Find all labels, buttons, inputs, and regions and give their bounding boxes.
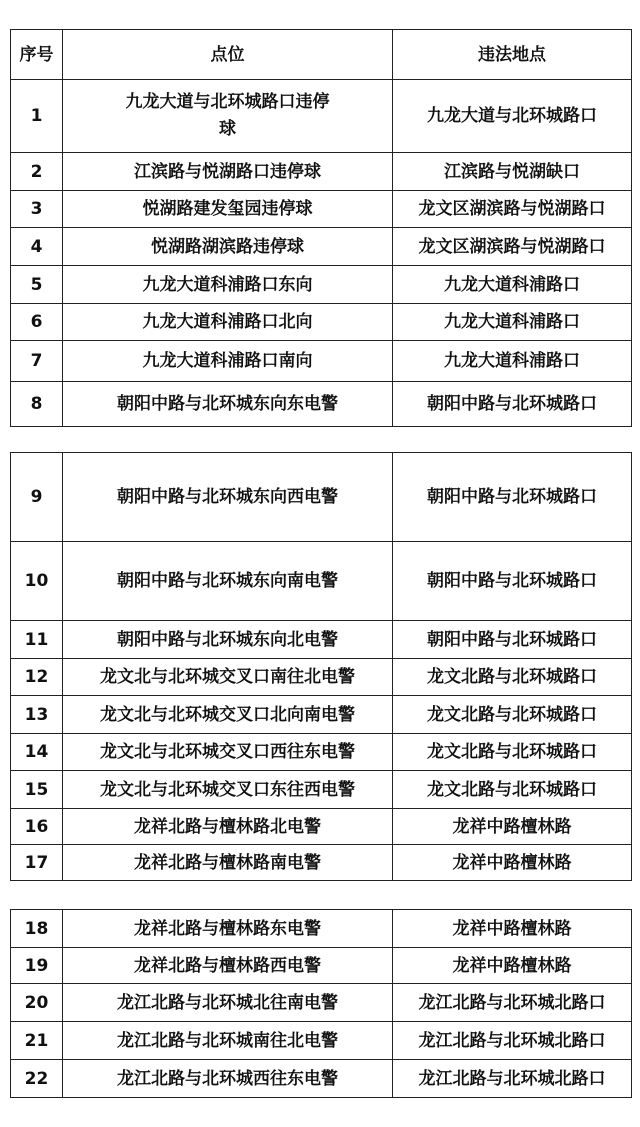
row-site: 龙祥中路檀林路	[393, 910, 632, 948]
row-location: 龙江北路与北环城南往北电警	[63, 1022, 393, 1060]
row-no: 20	[11, 984, 63, 1022]
row-no: 19	[11, 948, 63, 984]
table-row	[11, 153, 632, 191]
row-site: 朝阳中路与北环城路口	[393, 453, 632, 542]
row-location: 龙祥北路与檀林路东电警	[63, 910, 393, 948]
row-no: 8	[11, 382, 63, 427]
row-site: 朝阳中路与北环城路口	[393, 542, 632, 621]
row-no: 7	[11, 341, 63, 382]
row-location: 龙文北与北环城交叉口北向南电警	[63, 696, 393, 734]
row-location: 九龙大道科浦路口南向	[63, 341, 393, 382]
row-location: 九龙大道与北环城路口违停球	[63, 80, 393, 153]
row-location: 龙文北与北环城交叉口东往西电警	[63, 771, 393, 809]
camera-location-table-1	[10, 29, 632, 427]
row-location: 朝阳中路与北环城东向东电警	[63, 382, 393, 427]
row-no: 21	[11, 1022, 63, 1060]
table-row	[11, 304, 632, 341]
table-row	[11, 771, 632, 809]
table-row	[11, 621, 632, 659]
row-location: 九龙大道科浦路口东向	[63, 266, 393, 304]
table-row	[11, 809, 632, 845]
table-row	[11, 228, 632, 266]
table-row	[11, 1022, 632, 1060]
camera-location-table-3	[10, 909, 632, 1098]
row-site: 龙祥中路檀林路	[393, 845, 632, 881]
row-site: 龙文北路与北环城路口	[393, 734, 632, 771]
row-site: 龙文区湖滨路与悦湖路口	[393, 191, 632, 228]
row-site: 龙江北路与北环城北路口	[393, 1060, 632, 1098]
row-no: 11	[11, 621, 63, 659]
row-location: 龙文北与北环城交叉口西往东电警	[63, 734, 393, 771]
row-location: 龙祥北路与檀林路南电警	[63, 845, 393, 881]
camera-location-table-2	[10, 452, 632, 881]
row-location: 朝阳中路与北环城东向西电警	[63, 453, 393, 542]
header-row	[11, 30, 632, 80]
row-location: 江滨路与悦湖路口违停球	[63, 153, 393, 191]
row-no: 10	[11, 542, 63, 621]
row-site: 龙江北路与北环城北路口	[393, 1022, 632, 1060]
table-row	[11, 984, 632, 1022]
row-no: 6	[11, 304, 63, 341]
row-location: 九龙大道科浦路口北向	[63, 304, 393, 341]
row-no: 16	[11, 809, 63, 845]
header-location: 点位	[63, 30, 393, 80]
row-site: 龙祥中路檀林路	[393, 809, 632, 845]
row-no: 4	[11, 228, 63, 266]
table-row	[11, 80, 632, 153]
row-no: 18	[11, 910, 63, 948]
table-row	[11, 948, 632, 984]
row-location: 悦湖路建发玺园违停球	[63, 191, 393, 228]
row-site: 龙文北路与北环城路口	[393, 659, 632, 696]
row-location: 朝阳中路与北环城东向南电警	[63, 542, 393, 621]
row-site: 龙文北路与北环城路口	[393, 696, 632, 734]
row-no: 12	[11, 659, 63, 696]
table-row	[11, 1060, 632, 1098]
row-no: 22	[11, 1060, 63, 1098]
table-row	[11, 734, 632, 771]
row-site: 龙江北路与北环城北路口	[393, 984, 632, 1022]
row-location: 龙江北路与北环城北往南电警	[63, 984, 393, 1022]
row-site: 龙文北路与北环城路口	[393, 771, 632, 809]
table-row	[11, 696, 632, 734]
row-no: 2	[11, 153, 63, 191]
row-no: 5	[11, 266, 63, 304]
row-location: 龙祥北路与檀林路西电警	[63, 948, 393, 984]
row-no: 1	[11, 80, 63, 153]
table-row	[11, 191, 632, 228]
row-location: 龙江北路与北环城西往东电警	[63, 1060, 393, 1098]
row-site: 江滨路与悦湖缺口	[393, 153, 632, 191]
row-no: 13	[11, 696, 63, 734]
row-site: 九龙大道科浦路口	[393, 304, 632, 341]
row-no: 17	[11, 845, 63, 881]
row-location: 朝阳中路与北环城东向北电警	[63, 621, 393, 659]
row-site: 龙祥中路檀林路	[393, 948, 632, 984]
row-site: 龙文区湖滨路与悦湖路口	[393, 228, 632, 266]
table-row	[11, 542, 632, 621]
row-no: 14	[11, 734, 63, 771]
row-no: 15	[11, 771, 63, 809]
row-no: 9	[11, 453, 63, 542]
row-site: 九龙大道与北环城路口	[393, 80, 632, 153]
table-row	[11, 341, 632, 382]
header-violation-site: 违法地点	[393, 30, 632, 80]
row-no: 3	[11, 191, 63, 228]
row-location: 龙文北与北环城交叉口南往北电警	[63, 659, 393, 696]
row-location: 悦湖路湖滨路违停球	[63, 228, 393, 266]
row-site: 九龙大道科浦路口	[393, 266, 632, 304]
row-site: 朝阳中路与北环城路口	[393, 382, 632, 427]
table-row	[11, 659, 632, 696]
header-no: 序号	[11, 30, 63, 80]
table-row	[11, 382, 632, 427]
row-site: 朝阳中路与北环城路口	[393, 621, 632, 659]
row-site: 九龙大道科浦路口	[393, 341, 632, 382]
table-row	[11, 845, 632, 881]
table-row	[11, 453, 632, 542]
table-row	[11, 910, 632, 948]
row-location: 龙祥北路与檀林路北电警	[63, 809, 393, 845]
table-row	[11, 266, 632, 304]
